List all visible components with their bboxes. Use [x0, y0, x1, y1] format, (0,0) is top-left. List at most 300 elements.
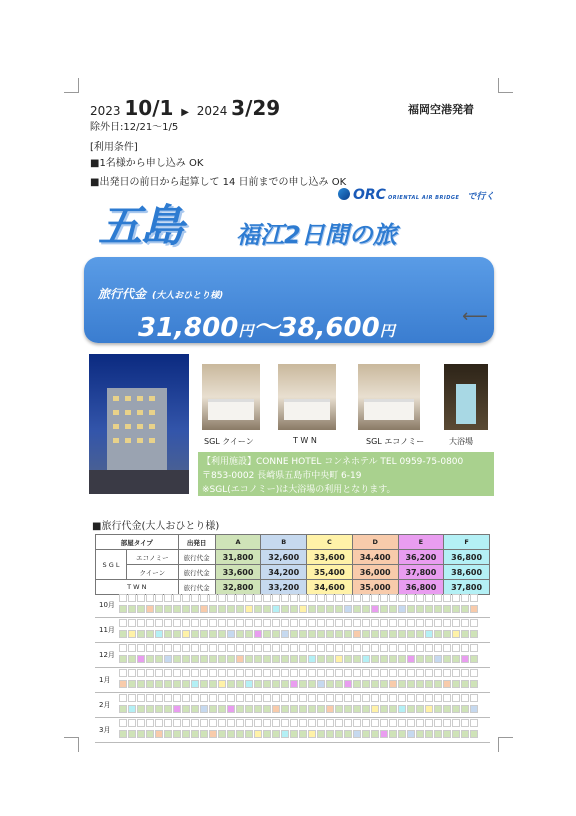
yen-unit-2: 円	[379, 322, 395, 340]
calendar-cell	[443, 669, 451, 677]
year-end: 2024	[196, 104, 228, 118]
calendar-cell	[308, 669, 316, 677]
calendar-cell	[182, 644, 190, 652]
calendar-cell	[200, 694, 208, 702]
crop-mark-bottom-left	[64, 737, 79, 752]
calendar-cell	[344, 694, 352, 702]
calendar-cell	[119, 680, 127, 688]
calendar-cell	[272, 730, 280, 738]
calendar-cell	[425, 669, 433, 677]
calendar-cell	[281, 644, 289, 652]
facility-line-3: ※SGL(エコノミー)は大浴場の利用となります。	[202, 485, 396, 495]
condition-item-2: ■出発日の前日から起算して 14 日前までの申し込み OK	[90, 177, 347, 188]
calendar-cell	[326, 730, 334, 738]
calendar-cell	[281, 594, 289, 602]
calendar-cell	[200, 719, 208, 727]
col-depart: 出発日	[178, 535, 215, 550]
calendar-cell	[245, 594, 253, 602]
calendar-cell	[326, 605, 334, 613]
calendar-cell	[443, 605, 451, 613]
calendar-cell	[308, 630, 316, 638]
calendar-cell	[380, 594, 388, 602]
calendar-cell	[389, 669, 397, 677]
calendar-cell	[164, 669, 172, 677]
calendar-cell	[326, 594, 334, 602]
window	[137, 396, 143, 401]
facility-line-1: 【利用施設】CONNE HOTEL コンネホテル TEL 0959-75-0800	[202, 457, 464, 467]
calendar-cell	[443, 655, 451, 663]
calendar-cell	[416, 655, 424, 663]
calendar-cell	[173, 705, 181, 713]
calendar-cell	[254, 680, 262, 688]
facility-info	[198, 452, 494, 496]
calendar-cell	[173, 605, 181, 613]
calendar-cell	[389, 705, 397, 713]
calendar-cell	[254, 619, 262, 627]
calendar-cell	[191, 669, 199, 677]
calendar-cell	[200, 655, 208, 663]
calendar-cell	[353, 705, 361, 713]
calendar-cell	[263, 730, 271, 738]
calendar-cell	[164, 644, 172, 652]
calendar-cell	[434, 730, 442, 738]
calendar-cell	[155, 719, 163, 727]
bed	[284, 399, 330, 420]
calendar-cell	[353, 594, 361, 602]
calendar-cell	[344, 594, 352, 602]
calendar-cell	[137, 669, 145, 677]
calendar-cell	[416, 644, 424, 652]
calendar-cell	[128, 644, 136, 652]
calendar-cell	[146, 705, 154, 713]
brand-tagline: で行く	[467, 192, 495, 202]
arrow-right-icon: ▶	[181, 107, 189, 118]
calendar-cell	[191, 730, 199, 738]
calendar-cell	[263, 619, 271, 627]
calendar-cell	[353, 644, 361, 652]
calendar-cell	[362, 694, 370, 702]
brand-logo	[338, 187, 494, 203]
calendar-cell	[452, 655, 460, 663]
calendar-cell	[407, 719, 415, 727]
calendar-cell	[263, 594, 271, 602]
calendar-cell	[470, 730, 478, 738]
calendar-cell	[173, 594, 181, 602]
calendar-cell	[290, 594, 298, 602]
calendar-cell	[326, 619, 334, 627]
calendar-row-jan	[95, 668, 490, 693]
window	[137, 438, 143, 443]
brand-name: ORC	[353, 187, 386, 203]
calendar-cell	[299, 705, 307, 713]
row-label: 旅行代金	[178, 580, 215, 595]
calendar-cell	[236, 730, 244, 738]
calendar-cell	[398, 669, 406, 677]
calendar-cell	[290, 630, 298, 638]
calendar-cell	[389, 694, 397, 702]
calendar-cell	[209, 705, 217, 713]
calendar-cell	[272, 669, 280, 677]
calendar-cell	[353, 694, 361, 702]
title-rest: 福江2日間の旅	[236, 221, 397, 249]
calendar-cell	[137, 680, 145, 688]
calendar-cell	[344, 644, 352, 652]
calendar-cell	[434, 694, 442, 702]
calendar-cell	[290, 605, 298, 613]
calendar-cell	[128, 669, 136, 677]
price-cell: 33,200	[261, 580, 307, 595]
calendar-cell	[173, 655, 181, 663]
calendar-cell	[416, 680, 424, 688]
price-label-text: 旅行代金	[98, 287, 147, 301]
calendar-cell	[326, 680, 334, 688]
calendar-cell	[191, 630, 199, 638]
calendar-cell	[434, 619, 442, 627]
price-cell: 34,400	[352, 550, 398, 565]
calendar-cell	[254, 669, 262, 677]
calendar-cell	[425, 719, 433, 727]
calendar-cell	[308, 655, 316, 663]
calendar-cell	[146, 669, 154, 677]
calendar-cell	[371, 694, 379, 702]
calendar-cell	[452, 619, 460, 627]
window	[149, 438, 155, 443]
calendar-cell	[290, 655, 298, 663]
calendar-cell	[200, 730, 208, 738]
calendar-cell	[227, 619, 235, 627]
calendar-cell	[362, 655, 370, 663]
calendar-cell	[344, 730, 352, 738]
brand-sub: ORIENTAL AIR BRIDGE	[387, 195, 460, 201]
calendar-cell	[380, 680, 388, 688]
calendar-cell	[308, 719, 316, 727]
caption-sgl-queen: SGL クイーン	[204, 437, 254, 446]
calendar-cell	[362, 719, 370, 727]
facility-line-2: 〒853-0002 長崎県五島市中央町 6-19	[202, 471, 362, 481]
calendar-cell	[308, 730, 316, 738]
calendar-cell	[407, 594, 415, 602]
calendar-cell	[416, 730, 424, 738]
calendar-cell	[434, 669, 442, 677]
calendar-cell	[245, 669, 253, 677]
calendar-cell	[461, 630, 469, 638]
calendar-cell	[236, 669, 244, 677]
calendar-cell	[398, 605, 406, 613]
calendar-cell	[182, 594, 190, 602]
calendar-cell	[236, 605, 244, 613]
calendar-cell	[155, 619, 163, 627]
calendar-cell	[263, 605, 271, 613]
calendar-cell	[434, 680, 442, 688]
calendar-cell	[272, 705, 280, 713]
calendar-cell	[434, 630, 442, 638]
calendar-cell	[182, 655, 190, 663]
calendar-cell	[416, 669, 424, 677]
price-cell: 32,800	[215, 580, 261, 595]
calendar-cell	[461, 705, 469, 713]
calendar-cell	[182, 619, 190, 627]
calendar-cell	[362, 705, 370, 713]
calendar-cell	[290, 669, 298, 677]
calendar-cell	[362, 669, 370, 677]
calendar-cell	[407, 630, 415, 638]
calendar-cell	[434, 655, 442, 663]
window	[113, 396, 119, 401]
calendar-cell	[263, 669, 271, 677]
calendar-cell	[137, 694, 145, 702]
calendar-cell	[371, 655, 379, 663]
calendar-cell	[425, 705, 433, 713]
bed	[208, 399, 254, 420]
calendar-cell	[452, 705, 460, 713]
calendar-cell	[155, 655, 163, 663]
price-cell: 36,800	[398, 580, 444, 595]
departure-calendar	[95, 593, 490, 743]
calendar-cell	[182, 719, 190, 727]
calendar-cell	[335, 680, 343, 688]
price-label-note: (大人おひとり様)	[152, 291, 224, 301]
calendar-cell	[443, 705, 451, 713]
calendar-cell	[164, 730, 172, 738]
calendar-cell	[389, 719, 397, 727]
calendar-cell	[164, 594, 172, 602]
calendar-cell	[236, 719, 244, 727]
calendar-cell	[461, 719, 469, 727]
calendar-cell	[173, 680, 181, 688]
calendar-cell	[209, 605, 217, 613]
calendar-cell	[371, 605, 379, 613]
calendar-cell	[119, 694, 127, 702]
calendar-cell	[317, 680, 325, 688]
price-cell: 34,600	[307, 580, 353, 595]
calendar-cell	[137, 655, 145, 663]
calendar-cell	[209, 644, 217, 652]
hotel-exterior-photo	[89, 354, 189, 494]
grade-f: F	[444, 535, 490, 550]
calendar-cell	[452, 644, 460, 652]
price-cell: 37,800	[398, 565, 444, 580]
window	[125, 410, 131, 415]
rate-table-heading: ■旅行代金(大人おひとり様)	[92, 521, 220, 532]
calendar-cell	[398, 619, 406, 627]
calendar-cell	[209, 680, 217, 688]
calendar-cell	[380, 730, 388, 738]
calendar-cell	[308, 705, 316, 713]
calendar-cell	[425, 594, 433, 602]
window	[149, 396, 155, 401]
calendar-cell	[218, 605, 226, 613]
calendar-cell	[128, 619, 136, 627]
calendar-cell	[308, 594, 316, 602]
calendar-cell	[245, 644, 253, 652]
calendar-cell	[353, 619, 361, 627]
calendar-cell	[245, 630, 253, 638]
calendar-cell	[254, 605, 262, 613]
calendar-cell	[470, 694, 478, 702]
calendar-cell	[119, 594, 127, 602]
calendar-cell	[191, 644, 199, 652]
price-cell: 38,600	[444, 565, 490, 580]
calendar-cell	[281, 669, 289, 677]
calendar-cell	[353, 719, 361, 727]
calendar-cell	[362, 594, 370, 602]
calendar-cell	[254, 730, 262, 738]
calendar-cell	[443, 730, 451, 738]
price-cell: 31,800	[215, 550, 261, 565]
calendar-cell	[200, 680, 208, 688]
calendar-cell	[191, 680, 199, 688]
calendar-cell	[380, 694, 388, 702]
calendar-cell	[137, 705, 145, 713]
calendar-cell	[191, 594, 199, 602]
calendar-cell	[263, 630, 271, 638]
rate-table	[95, 534, 490, 595]
calendar-cell	[317, 719, 325, 727]
calendar-cell	[164, 605, 172, 613]
calendar-cell	[326, 669, 334, 677]
window	[137, 424, 143, 429]
calendar-cell	[146, 644, 154, 652]
sgl-label: S G L	[96, 550, 127, 580]
calendar-cell	[407, 605, 415, 613]
calendar-cell	[200, 705, 208, 713]
calendar-cell	[326, 705, 334, 713]
calendar-cell	[236, 705, 244, 713]
bed	[364, 399, 414, 420]
calendar-cell	[317, 605, 325, 613]
calendar-cell	[317, 630, 325, 638]
row-label: 旅行代金	[178, 565, 215, 580]
calendar-cell	[200, 669, 208, 677]
calendar-cell	[317, 619, 325, 627]
calendar-cell	[335, 605, 343, 613]
calendar-cell	[389, 644, 397, 652]
calendar-row-oct	[95, 593, 490, 618]
calendar-cell	[470, 605, 478, 613]
price-tilde: 〜	[253, 313, 280, 343]
calendar-cell	[362, 630, 370, 638]
calendar-cell	[335, 630, 343, 638]
calendar-cell	[191, 719, 199, 727]
calendar-cell	[119, 630, 127, 638]
condition-item-1: ■1名様から申し込み OK	[90, 158, 204, 169]
calendar-cell	[263, 705, 271, 713]
calendar-cell	[299, 694, 307, 702]
calendar-cell	[326, 655, 334, 663]
calendar-cell	[164, 719, 172, 727]
calendar-cell	[362, 730, 370, 738]
calendar-cell	[299, 619, 307, 627]
calendar-cell	[461, 669, 469, 677]
calendar-cell	[263, 719, 271, 727]
calendar-cell	[371, 705, 379, 713]
calendar-cell	[200, 630, 208, 638]
calendar-cell	[317, 655, 325, 663]
calendar-cell	[443, 619, 451, 627]
calendar-cell	[461, 644, 469, 652]
room-type: クイーン	[127, 565, 179, 580]
calendar-cell	[470, 680, 478, 688]
calendar-cell	[290, 694, 298, 702]
price-label	[98, 285, 223, 302]
grade-e: E	[398, 535, 444, 550]
calendar-cell	[335, 694, 343, 702]
calendar-cell	[182, 705, 190, 713]
ground	[89, 470, 189, 494]
calendar-cell	[272, 619, 280, 627]
window	[149, 410, 155, 415]
calendar-cell	[191, 619, 199, 627]
calendar-cell	[452, 630, 460, 638]
calendar-cell	[119, 655, 127, 663]
calendar-cell	[218, 680, 226, 688]
calendar-cell	[326, 694, 334, 702]
calendar-cell	[299, 644, 307, 652]
calendar-cell	[146, 655, 154, 663]
date-end: 3/29	[231, 96, 281, 120]
calendar-cell	[290, 680, 298, 688]
calendar-cell	[173, 669, 181, 677]
calendar-cell	[227, 630, 235, 638]
calendar-cell	[137, 644, 145, 652]
calendar-cell	[263, 655, 271, 663]
calendar-cell	[164, 630, 172, 638]
calendar-cell	[380, 630, 388, 638]
building-shape	[107, 388, 167, 470]
calendar-cell	[164, 694, 172, 702]
calendar-cell	[218, 630, 226, 638]
calendar-cell	[227, 655, 235, 663]
calendar-cell	[227, 680, 235, 688]
window	[113, 410, 119, 415]
calendar-cell	[254, 719, 262, 727]
calendar-cell	[263, 680, 271, 688]
calendar-cell	[398, 730, 406, 738]
calendar-cell	[299, 669, 307, 677]
calendar-cell	[227, 605, 235, 613]
calendar-cell	[326, 719, 334, 727]
calendar-cell	[137, 630, 145, 638]
calendar-cell	[155, 730, 163, 738]
calendar-cell	[308, 644, 316, 652]
calendar-cell	[425, 619, 433, 627]
calendar-cell	[344, 655, 352, 663]
calendar-cell	[254, 655, 262, 663]
grade-d: D	[352, 535, 398, 550]
calendar-cell	[281, 705, 289, 713]
calendar-cell	[119, 644, 127, 652]
calendar-cell	[344, 705, 352, 713]
calendar-cell	[344, 619, 352, 627]
calendar-cell	[299, 730, 307, 738]
calendar-cell	[272, 630, 280, 638]
calendar-cell	[245, 680, 253, 688]
calendar-cell	[245, 655, 253, 663]
month-label: 12月	[99, 651, 115, 659]
calendar-cell	[254, 644, 262, 652]
calendar-cell	[299, 630, 307, 638]
calendar-cell	[407, 655, 415, 663]
window	[137, 410, 143, 415]
calendar-cell	[281, 630, 289, 638]
calendar-cell	[470, 594, 478, 602]
crop-mark-top-right	[498, 78, 513, 93]
calendar-cell	[218, 694, 226, 702]
calendar-cell	[128, 705, 136, 713]
calendar-cell	[416, 694, 424, 702]
calendar-cell	[335, 644, 343, 652]
departure-label: 福岡空港発着	[408, 103, 474, 116]
